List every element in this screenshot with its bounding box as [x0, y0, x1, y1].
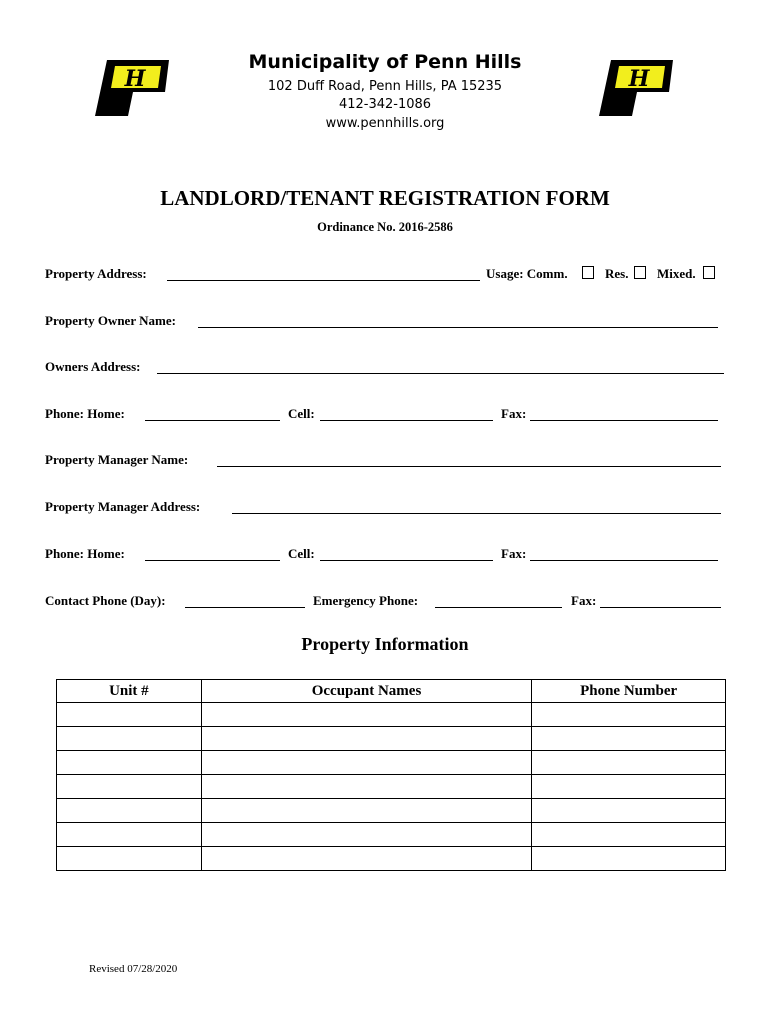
owner-cell-label: Cell: — [288, 406, 315, 421]
logo-letter: H — [628, 66, 650, 92]
column-header-phone-number: Phone Number — [532, 680, 726, 703]
org-phone: 412-342-1086 — [338, 97, 432, 112]
occupant-names-cell[interactable] — [201, 823, 531, 847]
manager-cell-field[interactable] — [320, 560, 493, 561]
property-information-heading: Property Information — [301, 634, 469, 654]
occupant-names-cell[interactable] — [201, 727, 531, 751]
property-address-label: Property Address: — [45, 266, 147, 281]
phone-number-cell[interactable] — [532, 823, 726, 847]
manager-fax-field[interactable] — [530, 560, 718, 561]
phone-number-cell[interactable] — [532, 727, 726, 751]
table-row — [57, 703, 726, 727]
penn-hills-logo-right — [597, 58, 673, 118]
org-name: Municipality of Penn Hills — [248, 51, 522, 73]
ordinance-number: Ordinance No. 2016-2586 — [317, 220, 453, 234]
manager-phone-home-label: Phone: Home: — [45, 546, 125, 561]
unit-cell[interactable] — [57, 727, 202, 751]
occupant-names-cell[interactable] — [201, 751, 531, 775]
unit-cell[interactable] — [57, 775, 202, 799]
owner-name-field[interactable] — [198, 327, 718, 328]
owner-fax-label: Fax: — [501, 406, 527, 421]
occupant-names-cell[interactable] — [201, 703, 531, 727]
penn-hills-logo-left — [93, 58, 169, 118]
unit-cell[interactable] — [57, 703, 202, 727]
property-address-field[interactable] — [167, 280, 480, 281]
contact-phone-label: Contact Phone (Day): — [45, 593, 166, 608]
unit-cell[interactable] — [57, 823, 202, 847]
table-row — [57, 823, 726, 847]
occupant-names-cell[interactable] — [201, 775, 531, 799]
org-website: www.pennhills.org — [325, 116, 445, 131]
table-header-row — [57, 680, 726, 703]
usage-comm-label: Usage: Comm. — [486, 266, 568, 281]
form-title: LANDLORD/TENANT REGISTRATION FORM — [160, 186, 610, 210]
table-row — [57, 751, 726, 775]
contact-fax-label: Fax: — [571, 593, 597, 608]
owner-phone-home-field[interactable] — [145, 420, 280, 421]
owner-name-label: Property Owner Name: — [45, 313, 176, 328]
phone-number-cell[interactable] — [532, 751, 726, 775]
table-row — [57, 799, 726, 823]
phone-number-cell[interactable] — [532, 703, 726, 727]
org-address: 102 Duff Road, Penn Hills, PA 15235 — [267, 79, 503, 94]
usage-mixed-label: Mixed. — [657, 266, 696, 281]
revised-date: Revised 07/28/2020 — [89, 963, 178, 975]
contact-fax-field[interactable] — [600, 607, 721, 608]
occupant-names-cell[interactable] — [201, 799, 531, 823]
phone-number-cell[interactable] — [532, 775, 726, 799]
manager-address-label: Property Manager Address: — [45, 499, 201, 514]
table-row — [57, 847, 726, 871]
owners-address-label: Owners Address: — [45, 359, 141, 374]
owner-phone-home-label: Phone: Home: — [45, 406, 125, 421]
unit-cell[interactable] — [57, 847, 202, 871]
unit-cell[interactable] — [57, 799, 202, 823]
manager-phone-home-field[interactable] — [145, 560, 280, 561]
occupant-names-cell[interactable] — [201, 847, 531, 871]
logo-letter: H — [124, 66, 146, 92]
manager-name-field[interactable] — [217, 466, 721, 467]
usage-res-checkbox[interactable] — [634, 266, 646, 279]
manager-cell-label: Cell: — [288, 546, 315, 561]
phone-number-cell[interactable] — [532, 799, 726, 823]
column-header-unit: Unit # — [57, 680, 202, 703]
emergency-phone-label: Emergency Phone: — [313, 593, 419, 608]
owner-fax-field[interactable] — [530, 420, 718, 421]
emergency-phone-field[interactable] — [435, 607, 562, 608]
owners-address-field[interactable] — [157, 373, 724, 374]
property-units-table — [56, 679, 726, 871]
usage-mixed-checkbox[interactable] — [703, 266, 715, 279]
unit-cell[interactable] — [57, 751, 202, 775]
table-row — [57, 775, 726, 799]
manager-name-label: Property Manager Name: — [45, 452, 189, 467]
table-row — [57, 727, 726, 751]
manager-fax-label: Fax: — [501, 546, 527, 561]
column-header-occupant-names: Occupant Names — [201, 680, 531, 703]
usage-comm-checkbox[interactable] — [582, 266, 594, 279]
manager-address-field[interactable] — [232, 513, 721, 514]
usage-res-label: Res. — [605, 266, 629, 281]
contact-phone-field[interactable] — [185, 607, 305, 608]
owner-cell-field[interactable] — [320, 420, 493, 421]
phone-number-cell[interactable] — [532, 847, 726, 871]
